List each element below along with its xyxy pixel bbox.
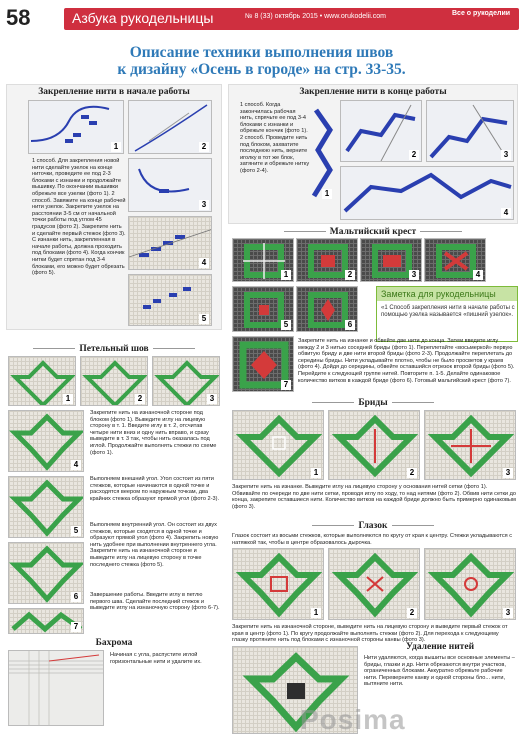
fringe-text: Начиная с угла, распустите иглой горизонтальные нити и удалите их. bbox=[110, 652, 202, 665]
photo-label: 3 bbox=[207, 394, 217, 404]
photo-label: 1 bbox=[281, 270, 291, 280]
photo-label: 3 bbox=[503, 468, 513, 478]
end-photo-2 bbox=[340, 100, 422, 162]
brides-text: Закрепите нить на изнанке. Выведите иглу на лицевую сторону у основания нитей сетки (фото 1). Обвивайте по очереди по две нити сетки, проводя иглу по ходу, то над нитями (фото 2). Обвив нити сетки до конца, закрепите оставшиеся нити. Количество витков на каждой бриде должно быть примерно одинаковым (фото 3). bbox=[232, 484, 516, 510]
brides-photo-2 bbox=[328, 410, 420, 480]
photo-label: 2 bbox=[407, 608, 417, 618]
page-number: 58 bbox=[6, 5, 31, 30]
loop-text-b: Выполняем внешний угол. Угол состоит из пяти стежков, которые начинаются в одной точке и расходятся веером по наружным точкам, два крайних стежка образуют прямой угол (фото 2-3). bbox=[90, 476, 220, 502]
photo-label: 1 bbox=[322, 189, 332, 199]
photo-label: 2 bbox=[199, 142, 209, 152]
stitch-pattern-blue bbox=[29, 101, 124, 154]
page-header bbox=[0, 0, 523, 40]
loop-photo-7 bbox=[8, 608, 84, 634]
loop-photo-4 bbox=[8, 410, 84, 472]
remove-threads-text: Нити удаляются, когда вышиты все основные элементы – бриды, глазки и др. Нити обрезаются внутри участков, ограниченных блоками. Аккуратно обрежьте рабочие нити. Переверните канву и одной стороны бло... нити, вытяните нити. bbox=[364, 655, 515, 688]
magazine-title: Азбука рукодельницы bbox=[72, 10, 214, 26]
end-thread-title: Закрепление нити в конце работы bbox=[299, 87, 447, 97]
brides-photo-3 bbox=[424, 410, 516, 480]
loop-photo-6 bbox=[8, 542, 84, 604]
photo-label: 2 bbox=[409, 150, 419, 160]
photo-label: 5 bbox=[281, 320, 291, 330]
photo-label: 1 bbox=[111, 142, 121, 152]
brides-photo-1 bbox=[232, 410, 324, 480]
page-title-line-1: Описание техники выполнения швов bbox=[129, 44, 394, 61]
tip-note-text: «1 Способ закрепления нити в начале работы с помощью узелка называется «пишний узелок». bbox=[381, 305, 515, 318]
photo-label: 6 bbox=[71, 592, 81, 602]
end-photo-1 bbox=[234, 100, 334, 200]
photo-label: 3 bbox=[503, 608, 513, 618]
eyelet-text-a: Глазок состоит из восьми стежков, которые выполняются по кругу от края к центру. Стежки укладываются с натяжкой так, чтобы в центре образовалось дырочка. bbox=[232, 533, 513, 546]
loop-text-d: Завершение работы. Введите иглу в петлю первого шва. Сделайте последний стежок и выведите иглу на изнаночную сторону (фото 6-7). bbox=[90, 592, 220, 612]
maltese-title: Мальтийский крест bbox=[228, 227, 518, 237]
end-photo-4 bbox=[340, 166, 514, 220]
loop-text-a: Закрепите нить на изнаночной стороне под блоком (фото 1). Выведите иглу на лицевую сторону в т. 1. Введите иглу в т. 2, отсчитав четыре нити вниз и одну нить вправо, и сразу выведите в т. 3 так, чтобы нить оказалась под иглой. Продолжайте выполнять стежки по схеме (фото 1). bbox=[90, 410, 217, 456]
loop-text-c: Выполняем внутренний угол. Он состоит из двух стежков, которые сходятся в одной точке и образуют прямой угол (фото 4). Закрепить новую нить удобнее при выполнении внутреннего угла. Закрепите нить на изнаночной стороне и выведите иглу на лицевую сторону в точке последнего стежка (фото 5). bbox=[90, 522, 219, 568]
photo-label: 4 bbox=[501, 208, 511, 218]
loop-stitch-title: Петельный шов bbox=[6, 344, 222, 354]
watermark: Posima bbox=[300, 704, 406, 735]
loop-photo-3 bbox=[152, 356, 220, 406]
page-title bbox=[0, 44, 523, 78]
photo-label: 4 bbox=[473, 270, 483, 280]
photo-label: 7 bbox=[71, 622, 81, 632]
fringe-diagram bbox=[9, 651, 104, 726]
eyelet-title: Глазок bbox=[228, 521, 518, 531]
loop-photo-5 bbox=[8, 476, 84, 538]
maltese-photo-7 bbox=[232, 336, 294, 392]
maltese-photo-4 bbox=[424, 238, 486, 282]
photo-label: 5 bbox=[199, 314, 209, 324]
maltese-photo-5 bbox=[232, 286, 294, 332]
photo-label: 7 bbox=[281, 380, 291, 390]
maltese-photo-6 bbox=[296, 286, 358, 332]
photo-label: 3 bbox=[501, 150, 511, 160]
brides-title: Бриды bbox=[228, 398, 518, 408]
start-photo-3 bbox=[128, 158, 212, 212]
photo-label: 2 bbox=[407, 468, 417, 478]
eyelet-photo-1 bbox=[232, 548, 324, 620]
maltese-text: Закрепите нить на изнанке и обвейте две нити до конца. Затем введите иглу между 2 и 3 нитью соседней бриды (фото 1). Переплетайте «восьмеркой» первую обвитую бриду и две нити второй бриды (фото 2-3). Продолжайте переплетать до середины бриды. Нити укладывайте плотно, чтобы не было просветов у краев (фото 4). Дойдя до середины, обвейте оставшийся отрезок второй бриды (фото 5). Перейдите к следующей группе нитей. Повторите п. 1-5. Делайте одинаковое количество витков в каждой бриде (фото 6). Готовый мальтийский крест (фото 7). bbox=[298, 338, 515, 384]
maltese-photo-3 bbox=[360, 238, 422, 282]
start-photo-4 bbox=[128, 216, 212, 270]
maltese-photo-1 bbox=[232, 238, 294, 282]
photo-label: 4 bbox=[71, 460, 81, 470]
tip-note-box bbox=[376, 286, 518, 342]
end-photo-3 bbox=[426, 100, 514, 162]
photo-label: 1 bbox=[63, 394, 73, 404]
maltese-photo-2 bbox=[296, 238, 358, 282]
stitch-pattern-blue bbox=[341, 167, 514, 220]
photo-label: 1 bbox=[311, 608, 321, 618]
start-thread-text: 1 способ. Для закрепления новой нити сделайте узелок на конце ниточки, проведите ее под 2-3 блоками с изнанки и продолжайте вышивку. По окончании вышивки обрежьте все узелки (фото 1). 2 способ. Завяжите на конце рабочей нити узелок. Закрепите узелок на расстоянии 3-5 см от начальной точки работы под углом 45 градусов (фото 2). Закрепите нить и сделайте первый стежок (фото 3). С изнанки нить, закрепленная в начале работы, должна проходить под блоками (фото 4). Когда кончик нитки будет спрятан под 3-4 блоками, его можно будет обрезать (фото 5). bbox=[32, 158, 126, 277]
start-photo-1 bbox=[28, 100, 124, 154]
start-photo-5 bbox=[128, 274, 212, 326]
photo-label: 6 bbox=[345, 320, 355, 330]
loop-photo-1 bbox=[8, 356, 76, 406]
fringe-title: Бахрома bbox=[95, 638, 133, 648]
photo-label: 2 bbox=[135, 394, 145, 404]
fringe-photo bbox=[8, 650, 104, 726]
end-thread-text: 1 способ. Когда закончилась рабочая нить, спрячьте ее под 3-4 блоками с изнанки и обрежьте кончик (фото 1). 2 способ. Проведите нить под блоком, захватите последнюю нить, верните иголку в тот же блок, затяните и обрежьте нитку (фото 2-4). bbox=[240, 102, 310, 174]
stitch-pattern-blue bbox=[234, 100, 334, 200]
page-title-line-2: к дизайну «Осень в городе» на стр. 33-35. bbox=[117, 61, 406, 78]
photo-label: 3 bbox=[199, 200, 209, 210]
photo-label: 5 bbox=[71, 526, 81, 536]
start-thread-title: Закрепление нити в начале работы bbox=[38, 87, 190, 97]
eyelet-text-b: Закрепите нить на изнаночной стороне, выведите нить на лицевую сторону и выведите первый стежок от края в центр (фото 1). По кругу продолжайте выполнять стежки (фото 2). Для перехода к следующему глазку протяните нить под блоками с изнаночной стороны канвы (фото 3). bbox=[232, 624, 508, 644]
eyelet-photo-3 bbox=[424, 548, 516, 620]
photo-label: 2 bbox=[345, 270, 355, 280]
photo-label: 3 bbox=[409, 270, 419, 280]
issue-info: № 8 (33) октябрь 2015 • www.orukodelii.com bbox=[245, 13, 386, 20]
photo-label: 4 bbox=[199, 258, 209, 268]
magazine-logo: Все о рукоделии bbox=[452, 10, 511, 17]
start-photo-2 bbox=[128, 100, 212, 154]
eyelet-photo-2 bbox=[328, 548, 420, 620]
photo-label: 1 bbox=[311, 468, 321, 478]
loop-photo-2 bbox=[80, 356, 148, 406]
remove-threads-title: Удаление нитей bbox=[405, 642, 475, 652]
tip-note-title: Заметка для рукодельницы bbox=[377, 287, 517, 301]
